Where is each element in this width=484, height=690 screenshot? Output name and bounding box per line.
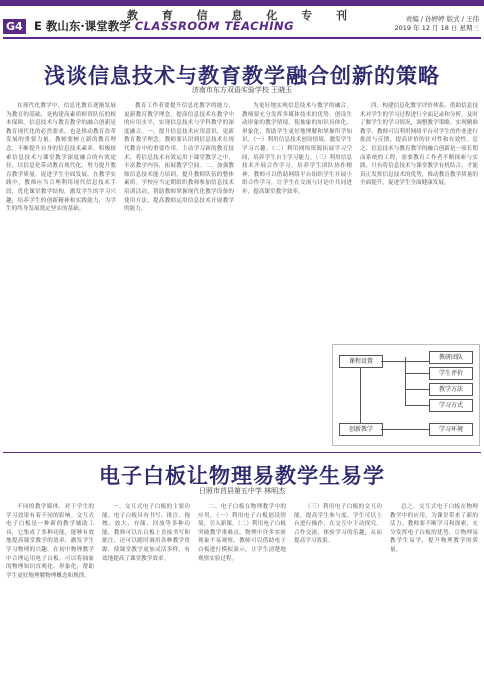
issue-meta xyxy=(395,15,479,33)
paragraph: 总之，交互式电子白板在物理教学中的应用，为课堂带来了新的活力。教师要不断学习和探索，充分发挥电子白板的优势，让物理易教学生易学，提升物理教学的质量。 xyxy=(390,504,478,553)
diagram-connector xyxy=(405,389,429,390)
issue-date: 2019 年 12 月 18 日 星期三 xyxy=(394,24,479,32)
paragraph: 一、交互式电子白板的主要功能。电子白板具有书写、批注、拖拽、放大、存储、回放等多种功能，教师可以在白板上直接书写和批注，还可以随时调用各种教学资源，使课堂教学更加灵活多样，有效地提高了课堂教学效率。 xyxy=(102,504,190,562)
diagram-connector xyxy=(405,405,429,406)
paragraph: （三）利用电子白板的交互功能，提高学生参与度。学生可以上台进行操作，在交互中主动探究、合作交流，体验学习的乐趣，从而提高学习效果。 xyxy=(294,504,382,545)
diagram-box: 学习方式 xyxy=(429,399,473,412)
article-byline: 济南市东方双语实验学校 王晓玉 xyxy=(191,86,293,94)
article-column xyxy=(390,503,478,687)
diagram-connector xyxy=(360,368,361,423)
diagram-connector xyxy=(405,357,406,406)
article-column xyxy=(6,102,116,450)
framework-diagram xyxy=(332,344,480,446)
diagram-box: 课程设置 xyxy=(339,355,383,368)
paragraph: 教育工作者要提升信息化教学的能力，更新教育教学理念，提高信息技术在教学中的应用水平，实现信息技术与学科教学的深度融合。一、提升信息技术应用意识，更新教育教学理念。教师要认识到信息技术在现代教育中的重要作用，主动学习新的教育技术，将信息技术有效运用于课堂教学之中，丰富教学内容，拓展教学空间。二、加强教师信息技术能力培训，提升教师队伍的整体素质。学校应当定期组织教师参加信息技术培训活动，帮助教师掌握现代化教学设备的使用方法，提高教师运用信息技术开展教学的能力。 xyxy=(124,103,234,213)
article-column xyxy=(294,503,382,687)
article-byline-2: 日照市莒县第五中学 林明杰 xyxy=(198,487,286,495)
diagram-connector xyxy=(405,373,429,374)
section-brand xyxy=(34,18,294,34)
article-column xyxy=(198,503,286,687)
paragraph: 二、电子白板在物理教学中的应用。（一）利用电子白板创设情境，引入新课。（二）利用电子白板突破教学重难点。物理中许多实验现象不易观察，教师可以借助电子白板进行模拟演示，让学生清楚地观察实验过程。 xyxy=(198,504,286,562)
article-title-2: 电子白板让物理易教学生易学 xyxy=(99,464,385,488)
diagram-box: 教研团队 xyxy=(429,351,473,364)
page-number-badge: G4 xyxy=(3,19,26,34)
diagram-connector xyxy=(381,429,429,430)
article-column xyxy=(360,102,478,338)
article-divider xyxy=(3,452,481,453)
paragraph: 在现代化教学中，信息化教育逐渐发展为教育的基础，是构建高素质师资队伍的根本保障。信息技术与教育教学的融合创新是教育现代化的必然要求，也是推动教育改革发展的重要力量。教师要树立新的教育理念，不断提升自身的信息技术素养，积极探索信息技术与课堂教学深度融合的有效途径，以信息化带动教育现代化，努力提升教育教学质量，促进学生全面发展。在教学实践中，教师应当合理利用现代信息技术手段，优化课堂教学结构，激发学生的学习兴趣，培养学生的创新精神和实践能力，为学生的终身发展奠定坚实的基础。 xyxy=(6,103,116,213)
section-brand-en: CLASSROOM TEACHING xyxy=(134,19,295,33)
article-column xyxy=(102,503,190,687)
diagram-box: 教学方法 xyxy=(429,383,473,396)
masthead: 教 育 信 息 化 专 刊 xyxy=(127,9,357,22)
article-column xyxy=(6,503,94,687)
header-rule xyxy=(3,37,481,39)
paragraph: 四、构建信息化教学评价体系。借助信息技术对学生的学习过程进行全面记录和分析，及时了解学生的学习情况，调整教学策略，实现精准教学。教师可以利用网络平台对学生的作业进行批改与反馈，提高评价的针对性和有效性。总之，信息技术与教育教学的融合创新是一项长期而系统的工程，需要教育工作者不断探索与实践。只有将信息技术与课堂教学有机结合，才能真正发挥信息技术的优势，推动教育教学质量的全面提升，促进学生全面健康发展。 xyxy=(360,103,478,187)
article-column xyxy=(124,102,234,450)
header-color-band xyxy=(0,0,484,6)
editor-credits: 责编 / 孙婷婷 版式 / 王伟 xyxy=(405,15,479,23)
page-header xyxy=(0,0,484,40)
paragraph: 为更好地实现信息技术与教学的融合，教师要充分发挥多媒体技术的优势，创设生动形象的教学情境，使抽象的知识具体化、形象化，帮助学生更好地理解和掌握所学知识。（一）利用信息技术创设情境，激发学生学习兴趣。（二）利用网络资源拓展学习空间，培养学生自主学习能力。（三）利用信息技术开展合作学习，培养学生团队协作精神。教师可以借助网络平台组织学生开展小组合作学习，让学生在交流与讨论中共同进步，提高课堂教学效率。 xyxy=(242,103,352,195)
section-brand-cn: E 教山东·课堂教学 xyxy=(34,19,131,33)
diagram-box: 学生评价 xyxy=(429,367,473,380)
paragraph: 不同的教学媒体，对于学生的学习效果有着不同的影响。交互式电子白板是一种新的教学辅助工具，它集成了多种功能，能够有效地提高课堂教学的效率，激发学生学习物理的兴趣。在初中物理教学中合理运用电子白板，可以将抽象的物理知识直观化、形象化，帮助学生更好地理解物理概念和规律。 xyxy=(6,504,94,579)
article-title: 浅谈信息技术与教育教学融合创新的策略 xyxy=(44,64,440,88)
diagram-box: 创新教学 xyxy=(339,423,383,436)
article-body-2 xyxy=(6,503,478,687)
diagram-box: 学习环境 xyxy=(429,423,473,436)
